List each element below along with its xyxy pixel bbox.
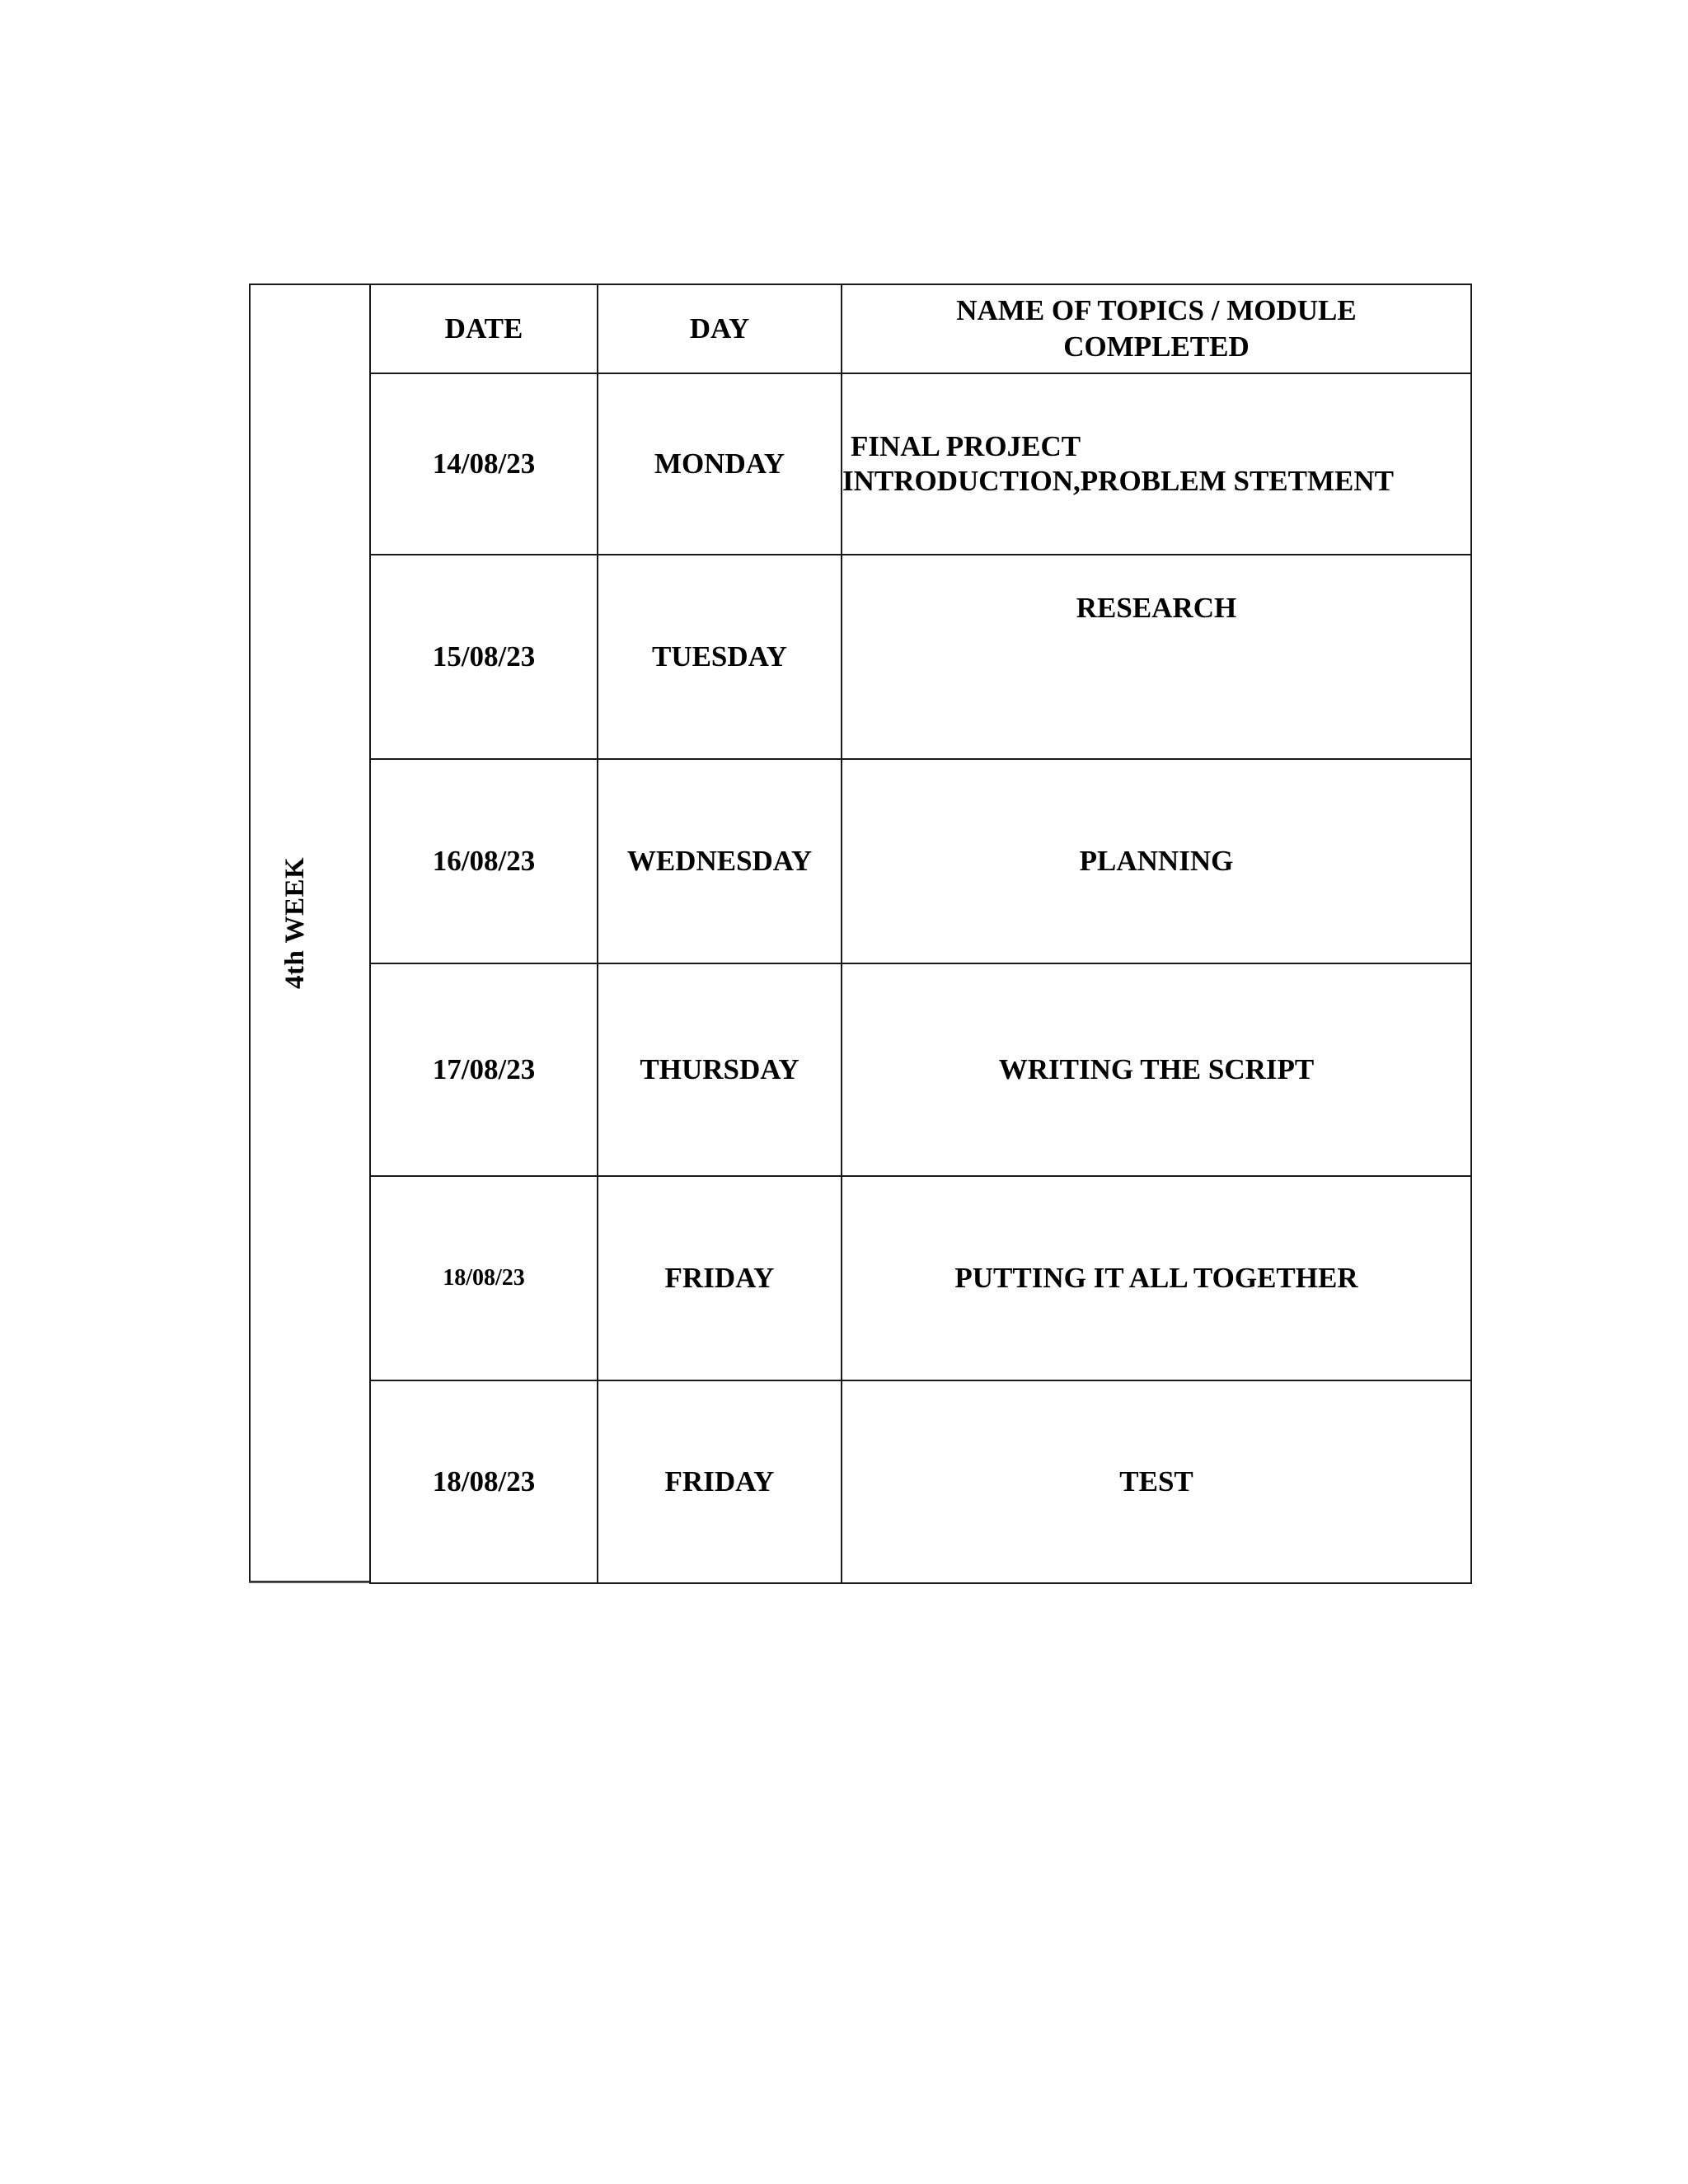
table-row [370, 759, 1471, 963]
cell-day: FRIDAY [598, 1176, 842, 1380]
cell-day: FRIDAY [598, 1380, 842, 1583]
cell-date: 18/08/23 [370, 1380, 598, 1583]
week-label: 4th WEEK [280, 856, 310, 989]
cell-topic: WRITING THE SCRIPT [842, 963, 1471, 1176]
header-day: DAY [598, 284, 842, 373]
table-row [370, 1176, 1471, 1380]
table-row [370, 963, 1471, 1176]
cell-date: 15/08/23 [370, 555, 598, 759]
cell-topic [842, 373, 1471, 555]
table-row [370, 373, 1471, 555]
week-column-underline [249, 1582, 371, 1583]
cell-date: 18/08/23 [370, 1176, 598, 1380]
cell-topic: TEST [842, 1380, 1471, 1583]
table-row [370, 1380, 1471, 1583]
cell-day: THURSDAY [598, 963, 842, 1176]
cell-topic-line2: INTRODUCTION,PROBLEM STETMENT [842, 465, 1394, 497]
cell-topic: RESEARCH [842, 555, 1471, 759]
table-row [370, 555, 1471, 759]
header-topic-line1: NAME OF TOPICS / MODULE [956, 294, 1357, 326]
table-header-row [370, 284, 1471, 373]
header-topic [842, 284, 1471, 373]
cell-day: TUESDAY [598, 555, 842, 759]
header-topic-line2: COMPLETED [1063, 330, 1250, 363]
cell-topic-line1: FINAL PROJECT [851, 430, 1081, 462]
cell-date: 17/08/23 [370, 963, 598, 1176]
weekly-log-table [369, 284, 1472, 1584]
cell-topic: PUTTING IT ALL TOGETHER [842, 1176, 1471, 1380]
cell-date: 14/08/23 [370, 373, 598, 555]
cell-day: MONDAY [598, 373, 842, 555]
cell-topic: PLANNING [842, 759, 1471, 963]
header-date: DATE [370, 284, 598, 373]
cell-date: 16/08/23 [370, 759, 598, 963]
cell-day: WEDNESDAY [598, 759, 842, 963]
